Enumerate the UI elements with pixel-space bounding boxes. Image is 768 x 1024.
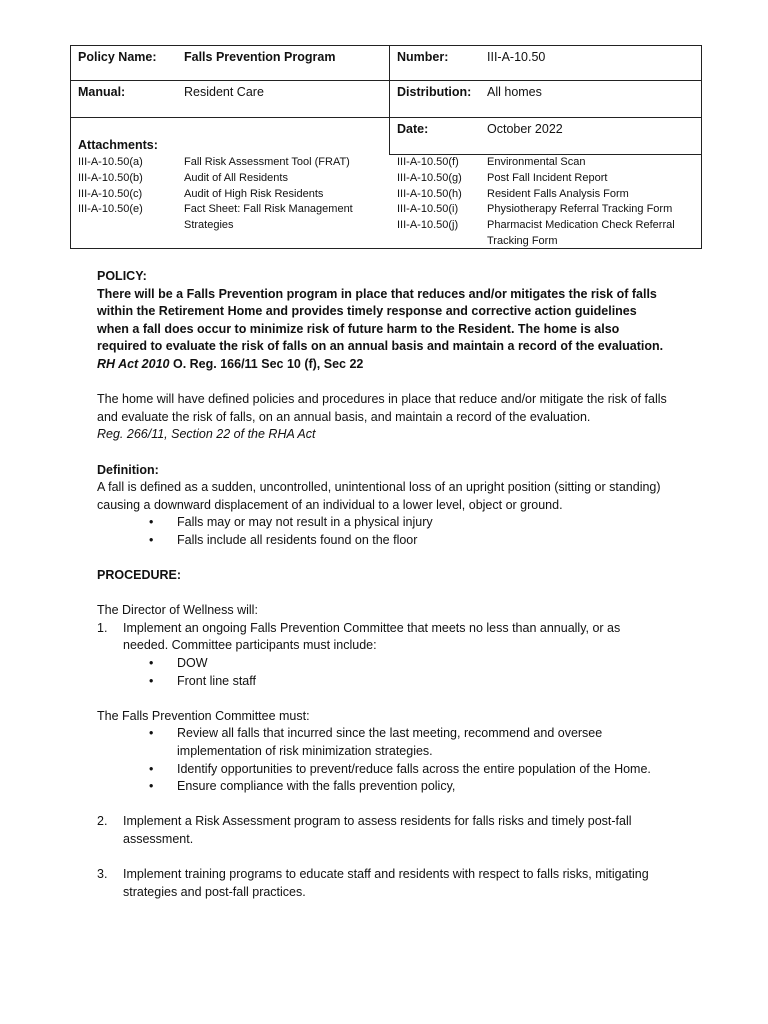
- attachment-title: Audit of All Residents: [184, 171, 288, 184]
- item-number: 2.: [97, 814, 108, 829]
- policy-regulation-reference: O. Reg. 166/11 Sec 10 (f), Sec 22: [172, 356, 364, 371]
- item-text: Implement an ongoing Falls Prevention Committee that meets no less than annually, or as needed. Committee participants must include:: [123, 620, 621, 653]
- list-item: • Identify opportunities to prevent/reduce falls across the entire population of the Home.: [97, 761, 667, 779]
- attachments-left-codes: [78, 155, 143, 218]
- definition-text: A fall is defined as a sudden, uncontrolled, unintentional loss of an upright position (sitting or standing) causing a downward displacement of an individual to a lower level, object or ground.: [97, 480, 661, 512]
- attachment-code: III-A-10.50(j): [397, 219, 459, 232]
- committee-intro: The Falls Prevention Committee must:: [97, 708, 310, 723]
- header-row-divider: [71, 80, 701, 81]
- policy-regulation-citation: Reg. 266/11, Section 22 of the RHA Act: [97, 427, 316, 442]
- number-label: Number:: [397, 50, 449, 64]
- distribution-value: All homes: [487, 85, 542, 99]
- item-number: 1.: [97, 620, 108, 635]
- header-column-divider: [389, 46, 390, 154]
- attachment-title: Resident Falls Analysis Form: [487, 187, 629, 200]
- attachments-right-codes: [397, 155, 462, 234]
- procedure-item-3: [97, 866, 667, 901]
- attachment-title: Environmental Scan: [487, 156, 586, 168]
- policy-statement: [97, 286, 667, 374]
- attachment-title: Physiotherapy Referral Tracking Form: [487, 203, 673, 216]
- committee-participants-list: [97, 655, 667, 690]
- procedure-item-2: [97, 813, 667, 848]
- attachment-title: Post Fall Incident Report: [487, 171, 608, 184]
- list-item: • Falls may or may not result in a physical injury: [97, 514, 667, 532]
- policy-name-value: Falls Prevention Program: [184, 50, 336, 64]
- procedure-item-1: [97, 620, 667, 655]
- attachment-title: Audit of High Risk Residents: [184, 187, 324, 200]
- header-row-divider: [71, 117, 389, 118]
- list-item: • Ensure compliance with the falls prevention policy,: [97, 778, 667, 796]
- manual-label: Manual:: [78, 85, 126, 99]
- number-value: III-A-10.50: [487, 50, 546, 64]
- attachments-right-titles: [487, 155, 675, 250]
- attachment-code: III-A-10.50(c): [78, 187, 143, 200]
- definition-heading: Definition:: [97, 462, 159, 477]
- attachment-title: Fall Risk Assessment Tool (FRAT): [184, 156, 350, 168]
- attachment-code: III-A-10.50(f): [397, 156, 459, 168]
- list-item: • Front line staff: [97, 673, 667, 691]
- attachment-code: III-A-10.50(a): [78, 156, 143, 168]
- attachment-code: III-A-10.50(e): [78, 203, 143, 216]
- procedure-intro: The Director of Wellness will:: [97, 603, 258, 618]
- attachments-label: Attachments:: [78, 138, 158, 152]
- policy-header-table: [70, 45, 702, 249]
- policy-paragraph: There will be a Falls Prevention program in place that reduces and/or mitigates the risk of falls within the Retirement Home and provides timely response and corrective action guidelines when a fall does occur to minimize risk of future harm to the Resident. The home is also required to evaluate the risk of falls on an annual basis and maintain a record of the evaluation.: [97, 286, 664, 354]
- date-label: Date:: [397, 122, 429, 136]
- policy-heading: POLICY:: [97, 269, 147, 283]
- item-text: Implement a Risk Assessment program to assess residents for falls risks and timely post-fall assessment.: [123, 814, 632, 846]
- attachment-title: Pharmacist Medication Check Referral: [487, 219, 675, 232]
- distribution-label: Distribution:: [397, 85, 472, 99]
- attachment-code: III-A-10.50(b): [78, 171, 143, 184]
- definition-bullet-list: [97, 514, 667, 549]
- attachment-code: III-A-10.50(h): [397, 187, 462, 200]
- attachment-code: III-A-10.50(g): [397, 171, 462, 184]
- procedure-heading: PROCEDURE:: [97, 568, 182, 583]
- policy-paragraph-2: The home will have defined policies and procedures in place that reduce and/or mitigate the risk of falls and evaluate the risk of falls, on an annual basis, and maintain a record of the evaluation.: [97, 392, 667, 424]
- header-row-divider: [389, 117, 701, 118]
- attachment-title: Strategies: [184, 219, 234, 232]
- committee-duties-list: [97, 725, 667, 795]
- item-number: 3.: [97, 867, 108, 882]
- date-value: October 2022: [487, 122, 563, 136]
- list-item: • DOW: [97, 655, 667, 673]
- attachments-left-titles: [184, 155, 353, 234]
- policy-body: [97, 268, 667, 901]
- attachment-title: Tracking Form: [487, 234, 558, 247]
- item-text: Implement training programs to educate staff and residents with respect to falls risks, mitigating strategies and post-fall practices.: [123, 867, 649, 899]
- policy-act-reference: RH Act 2010: [97, 356, 170, 371]
- list-item: • Review all falls that incurred since the last meeting, recommend and oversee implementation of risk minimization strategies.: [97, 725, 667, 760]
- attachment-code: III-A-10.50(i): [397, 203, 459, 216]
- manual-value: Resident Care: [184, 85, 264, 99]
- list-item: • Falls include all residents found on the floor: [97, 532, 667, 550]
- attachment-title: Fact Sheet: Fall Risk Management: [184, 203, 353, 216]
- policy-name-label: Policy Name:: [78, 50, 157, 64]
